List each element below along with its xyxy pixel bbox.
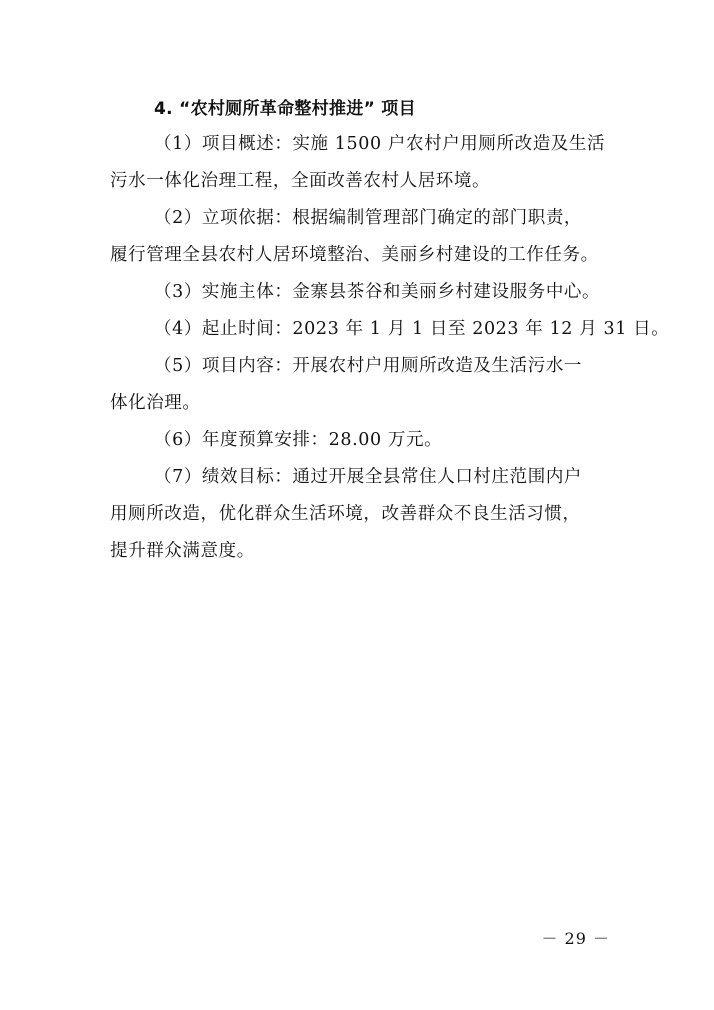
paragraph-line-2: 污水一体化治理工程，全面改善农村人居环境。 — [110, 171, 491, 191]
paragraph-line-12: 提升群众满意度。 — [110, 541, 255, 561]
paragraph-line-9: （6）年度预算安排：28.00 万元。 — [154, 430, 443, 450]
paragraph-line-7: （5）项目内容：开展农村户用厕所改造及生活污水一 — [154, 356, 583, 376]
paragraph-line-1: （1）项目概述：实施 1500 户农村户用厕所改造及生活 — [154, 134, 606, 154]
paragraph-line-3: （2）立项依据：根据编制管理部门确定的部门职责， — [154, 208, 583, 228]
section-heading: 4. “农村厕所革命整村推进” 项目 — [154, 99, 416, 119]
paragraph-line-4: 履行管理全县农村人居环境整治、美丽乡村建设的工作任务。 — [110, 245, 599, 265]
paragraph-line-8: 体化治理。 — [110, 393, 201, 413]
paragraph-line-6: （4）起止时间：2023 年 1 月 1 日至 2023 年 12 月 31 日。 — [154, 319, 670, 339]
paragraph-line-5: （3）实施主体：金寨县茶谷和美丽乡村建设服务中心。 — [154, 282, 601, 302]
paragraph-line-11: 用厕所改造，优化群众生活环境，改善群众不良生活习惯， — [110, 504, 581, 524]
paragraph-line-10: （7）绩效目标：通过开展全县常住人口村庄范围内户 — [154, 467, 583, 487]
page-number: － 29 － — [541, 929, 610, 948]
